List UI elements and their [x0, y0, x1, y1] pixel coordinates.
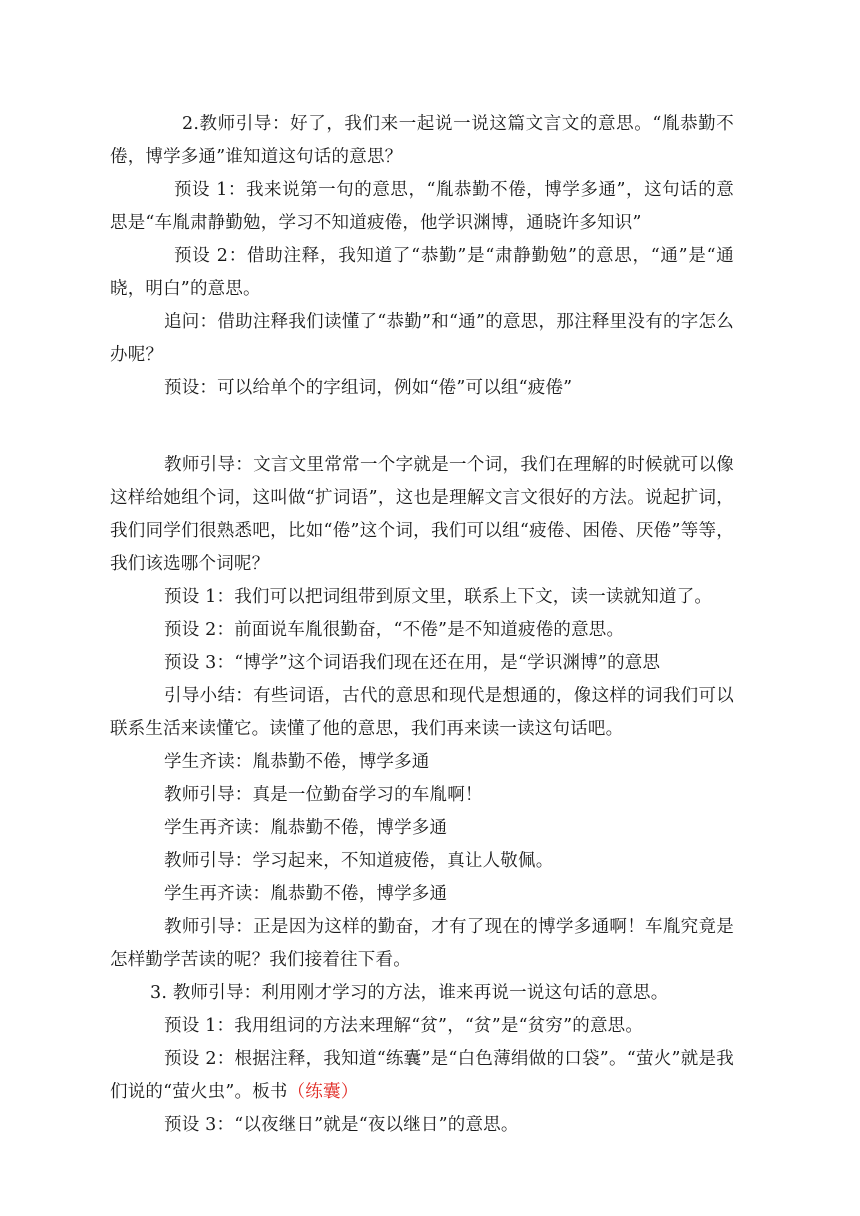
paragraph: 预设 1：我来说第一句的意思，“胤恭勤不倦，博学多通”，这句话的意思是“车胤肃静勤勉，学习不知道疲倦，他学识渊博，通晓许多知识” — [110, 180, 734, 233]
paragraph: 学生再齐读：胤恭勤不倦，博学多通 — [164, 884, 448, 904]
paragraph: 预设 3：“以夜继日”就是“夜以继日”的意思。 — [164, 1115, 519, 1135]
paragraph-with-highlight — [110, 1043, 734, 1109]
paragraph: 预设 2：前面说车胤很勤奋，“不倦”是不知道疲倦的意思。 — [164, 620, 625, 640]
paragraph: 学生齐读：胤恭勤不倦，博学多通 — [164, 752, 430, 772]
document-body — [110, 108, 734, 1142]
paragraph: 教师引导：正是因为这样的勤奋，才有了现在的博学多通啊！车胤究竟是怎样勤学苦读的呢？我们接着往下看。 — [110, 917, 734, 970]
paragraph: 教师引导：真是一位勤奋学习的车胤啊！ — [164, 785, 483, 805]
paragraph: 2.教师引导：好了，我们来一起说一说这篇文言文的意思。“胤恭勤不倦，博学多通”谁知道这句话的意思？ — [110, 114, 734, 167]
paragraph-spacer — [110, 405, 734, 449]
paragraph: 3. 教师引导：利用刚才学习的方法，谁来再说一说这句话的意思。 — [150, 983, 669, 1003]
paragraph: 学生再齐读：胤恭勤不倦，博学多通 — [164, 818, 448, 838]
paragraph: 预设 3：“博学”这个词语我们现在还在用，是“学识渊博”的意思 — [164, 653, 661, 673]
paragraph: 教师引导：文言文里常常一个字就是一个词，我们在理解的时候就可以像这样给她组个词，这叫做“扩词语”，这也是理解文言文很好的方法。说起扩词，我们同学们很熟悉吧，比如“倦”这个词，我们可以组“疲倦、困倦、厌倦”等等，我们该选哪个词呢？ — [110, 455, 734, 574]
paragraph: 预设：可以给单个的字组词，例如“倦”可以组“疲倦” — [164, 378, 573, 398]
paragraph: 预设 1：我用组词的方法来理解“贫”，“贫”是“贫穷”的意思。 — [164, 1016, 644, 1036]
paragraph-text: 预设 2：根据注释，我知道“练囊”是“白色薄绢做的口袋”。“萤火”就是我们说的“萤火虫”。板书 — [110, 1049, 734, 1102]
red-highlight-text: （练囊） — [287, 1082, 359, 1102]
paragraph: 引导小结：有些词语，古代的意思和现代是想通的，像这样的词我们可以联系生活来读懂它。读懂了他的意思，我们再来读一读这句话吧。 — [110, 686, 734, 739]
paragraph: 预设 1：我们可以把词组带到原文里，联系上下文，读一读就知道了。 — [164, 587, 713, 607]
paragraph: 教师引导：学习起来，不知道疲倦，真让人敬佩。 — [164, 851, 554, 871]
paragraph: 预设 2：借助注释，我知道了“恭勤”是“肃静勤勉”的意思，“通”是“通晓，明白”的意思。 — [110, 246, 734, 299]
paragraph: 追问：借助注释我们读懂了“恭勤”和“通”的意思，那注释里没有的字怎么办呢？ — [110, 312, 734, 365]
